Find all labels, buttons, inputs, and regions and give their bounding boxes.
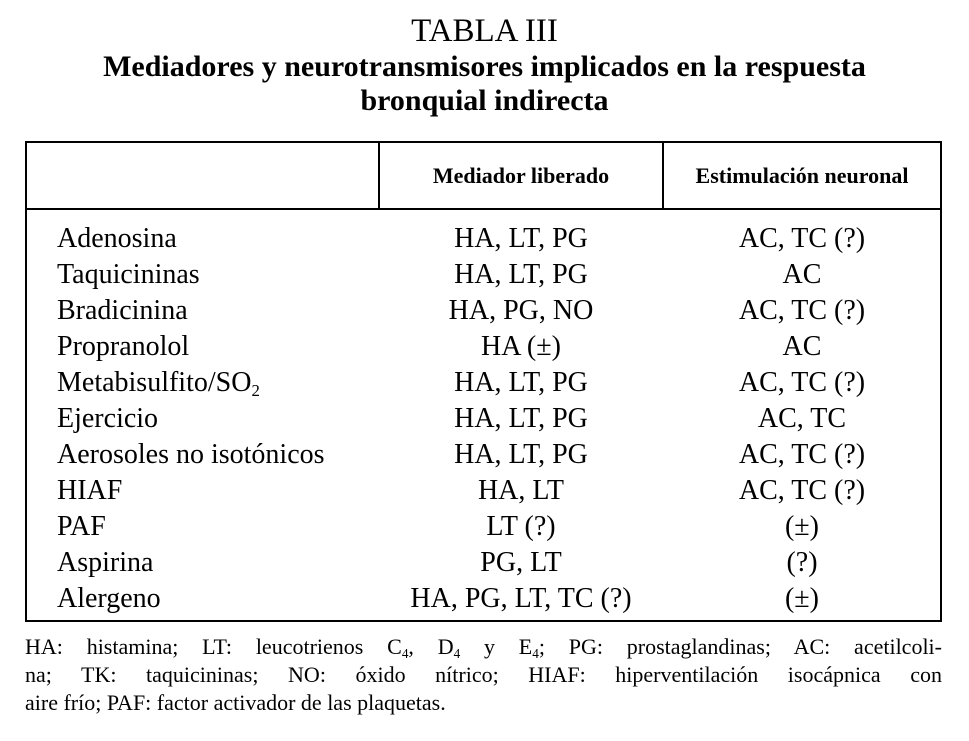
row-mediador: LT (?) [486,511,556,542]
table-title-block [0,12,969,118]
row-mediador: PG, LT [480,547,562,578]
row-agent: Ejercicio [57,403,159,434]
table-row [27,475,940,511]
row-agent: Aerosoles no isotónicos [57,439,325,470]
row-estimulacion: AC, TC (?) [738,367,866,398]
table-title-line-1: Mediadores y neurotransmisores implicados en la respuesta [103,50,866,83]
row-estimulacion: AC, TC (?) [738,295,866,326]
table-number: TABLA III [411,13,558,49]
table-footnote [25,633,942,717]
row-estimulacion: (±) [784,583,819,614]
table-header-row [27,143,940,210]
row-agent: Taquicininas [57,259,200,290]
footnote-line-2: na; TK: taquicininas; NO: óxido nítrico; HIAF: hiperventilación isocápnica con [25,662,942,687]
row-estimulacion: AC [782,331,822,362]
table-title-line-2: bronquial indirecta [360,84,609,117]
footnote-text: y E [460,634,533,659]
row-agent: Propranolol [57,331,190,362]
table-row [27,547,940,583]
footnote-subscript: 4 [453,645,461,661]
row-agent: Bradicinina [57,295,188,326]
row-mediador: HA, PG, NO [448,295,594,326]
footnote-subscript: 4 [532,645,539,661]
table-row [27,295,940,331]
row-agent: PAF [57,511,106,542]
row-estimulacion: AC, TC (?) [738,475,866,506]
row-estimulacion: AC, TC (?) [738,439,866,470]
header-mediador-liberado: Mediador liberado [432,162,610,188]
row-agent [57,367,260,399]
row-agent: Adenosina [57,223,177,254]
row-mediador: HA, LT, PG [454,259,588,290]
row-mediador: HA (±) [481,331,561,362]
row-mediador: HA, LT [477,475,565,506]
footnote-text: ; PG: prostaglandinas; AC: acetilcoli- [538,634,942,659]
footnote-text: HA: histamina; LT: leucotrienos C [25,634,402,659]
row-agent: Aspirina [57,547,154,578]
table-row [27,367,940,403]
row-estimulacion: AC [782,259,822,290]
footnote-line-1 [25,633,942,661]
row-estimulacion: AC, TC (?) [738,223,866,254]
mediators-table [25,141,942,622]
row-estimulacion: (?) [786,547,818,578]
row-mediador: HA, LT, PG [454,367,588,398]
row-mediador: HA, LT, PG [454,223,588,254]
footnote-subscript: 4 [401,645,409,661]
table-row [27,403,940,439]
row-mediador: HA, PG, LT, TC (?) [410,583,632,614]
header-estimulacion-neuronal: Estimulación neuronal [695,162,909,188]
table-row [27,223,940,259]
footnote-text: , D [408,634,454,659]
row-agent-text: Metabisulfito/SO [57,367,252,398]
row-mediador: HA, LT, PG [454,403,588,434]
row-agent: Alergeno [57,583,161,614]
table-row [27,331,940,367]
row-estimulacion: AC, TC [757,403,847,434]
table-row [27,439,940,475]
table-row [27,583,940,619]
table-row [27,259,940,295]
row-agent-subscript: 2 [251,381,260,401]
row-estimulacion: (±) [784,511,819,542]
table-row [27,511,940,547]
footnote-line-3: aire frío; PAF: factor activador de las plaquetas. [25,690,446,715]
row-mediador: HA, LT, PG [454,439,588,470]
row-agent: HIAF [57,475,123,506]
